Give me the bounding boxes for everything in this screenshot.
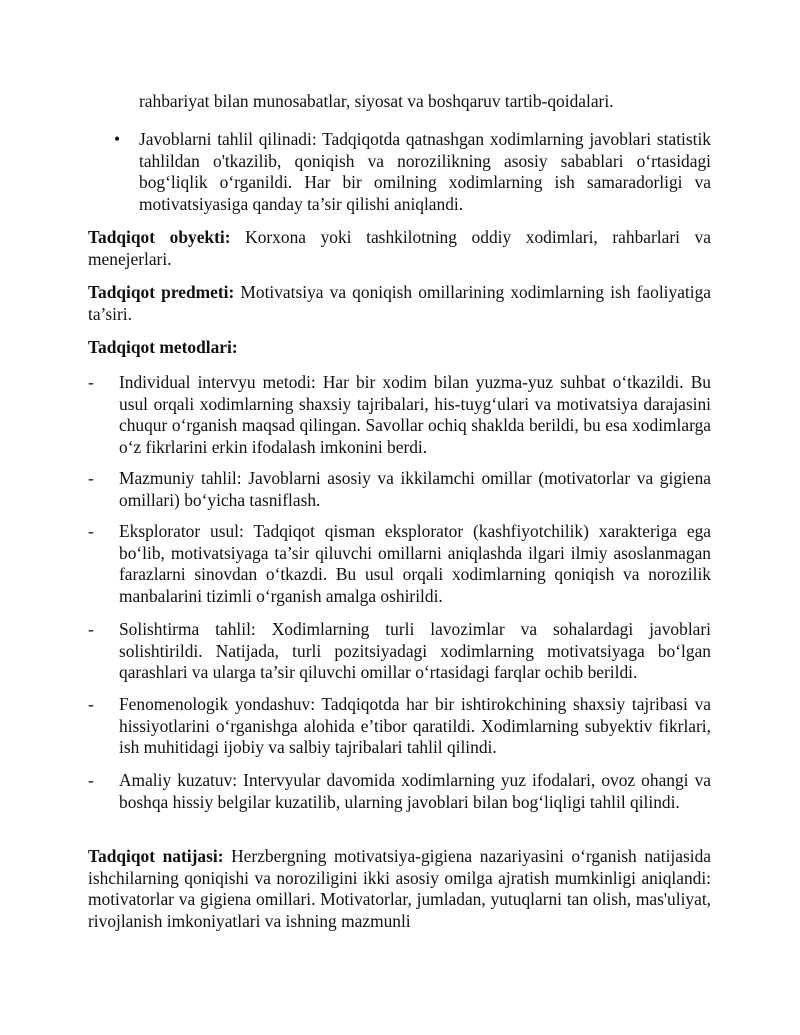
research-subject-paragraph	[88, 282, 711, 325]
method-dash: -	[88, 770, 94, 790]
bullet-mark: •	[114, 129, 121, 149]
research-result-text: Herzbergning motivatsiya-gigiena nazariyasini o‘rganish natijasida ishchilarning qoniqishi va noroziligini ikki asosiy omilga ajratish mumkinligi aniqlandi: motivatorlar va gigiena omillari. Motivatorlar, jumladan, yutuqlarni tan olish, mas'uliyat, rivojlanish imkoniyatlari va ishning mazmunli	[88, 846, 711, 931]
continuation-paragraph: rahbariyat bilan munosabatlar, siyosat va boshqaruv tartib-qoidalari.	[139, 91, 614, 111]
research-object-text: Korxona yoki tashkilotning oddiy xodimlari, rahbarlari va menejerlari.	[88, 227, 711, 269]
method-text: Amaliy kuzatuv: Intervyular davomida xodimlarning yuz ifodalari, ovoz ohangi va boshqa hissiy belgilar kuzatilib, ularning javoblari bilan bog‘liqligi tahlil qilindi.	[119, 770, 711, 812]
method-text: Eksplorator usul: Tadqiqot qisman eksplorator (kashfiyotchilik) xarakteriga ega bo‘lib, motivatsiyaga ta’sir qiluvchi omillarni aniqlashda ilgari ilmiy asoslanmagan farazlarni sinovdan o‘tkazdi. Bu usul orqali xodimlarning qoniqish va norozilik manbalarini tizimli o‘rganish amalga oshirildi.	[119, 521, 711, 606]
method-text: Individual intervyu metodi: Har bir xodim bilan yuzma-yuz suhbat o‘tkazildi. Bu usul orqali xodimlarning shaxsiy tajribalari, his-tuyg‘ulari va motivatsiya darajasini chuqur o‘rganish maqsad qilingan. Savollar ochiq shaklda berildi, bu esa xodimlarga o‘z fikrlarini erkin ifodalash imkonini berdi.	[119, 372, 711, 457]
bullet-text: Javoblarni tahlil qilinadi: Tadqiqotda qatnashgan xodimlarning javoblari statistik tahlildan o'tkazilib, qoniqish va norozilikning asosiy sabablari o‘rtasidagi bog‘liqlik o‘rganildi. Har bir omilning xodimlarning ish samaradorligi va motivatsiyasiga qanday ta’sir qilishi aniqlandi.	[139, 129, 711, 214]
method-dash: -	[88, 619, 94, 639]
methods-heading: Tadqiqot metodlari:	[88, 337, 238, 357]
research-subject-text: Motivatsiya va qoniqish omillarining xodimlarning ish faoliyatiga ta’siri.	[88, 282, 711, 324]
research-result-label: Tadqiqot natijasi:	[88, 846, 224, 866]
method-dash: -	[88, 468, 94, 488]
research-object-paragraph	[88, 227, 711, 270]
method-dash: -	[88, 372, 94, 392]
research-subject-label: Tadqiqot predmeti:	[88, 282, 235, 302]
research-object-label: Tadqiqot obyekti:	[88, 227, 231, 247]
method-text: Mazmuniy tahlil: Javoblarni asosiy va ikkilamchi omillar (motivatorlar va gigiena omillari) bo‘yicha tasniflash.	[119, 468, 711, 510]
method-dash: -	[88, 694, 94, 714]
method-text: Fenomenologik yondashuv: Tadqiqotda har bir ishtirokchining shaxsiy tajribasi va hissiyotlarini o‘rganishga alohida e’tibor qaratildi. Xodimlarning subyektiv fikrlari, ish muhitidagi ijobiy va salbiy tajribalari tahlil qilindi.	[119, 694, 711, 757]
method-text: Solishtirma tahlil: Xodimlarning turli lavozimlar va sohalardagi javoblari solishtirildi. Natijada, turli pozitsiyadagi xodimlarning motivatsiyaga bo‘lgan qarashlari va ularga ta’sir qiluvchi omillar o‘rtasidagi farqlar ochib berildi.	[119, 619, 711, 682]
research-result-paragraph	[88, 846, 711, 932]
method-dash: -	[88, 521, 94, 541]
methods-heading-paragraph	[88, 337, 711, 359]
